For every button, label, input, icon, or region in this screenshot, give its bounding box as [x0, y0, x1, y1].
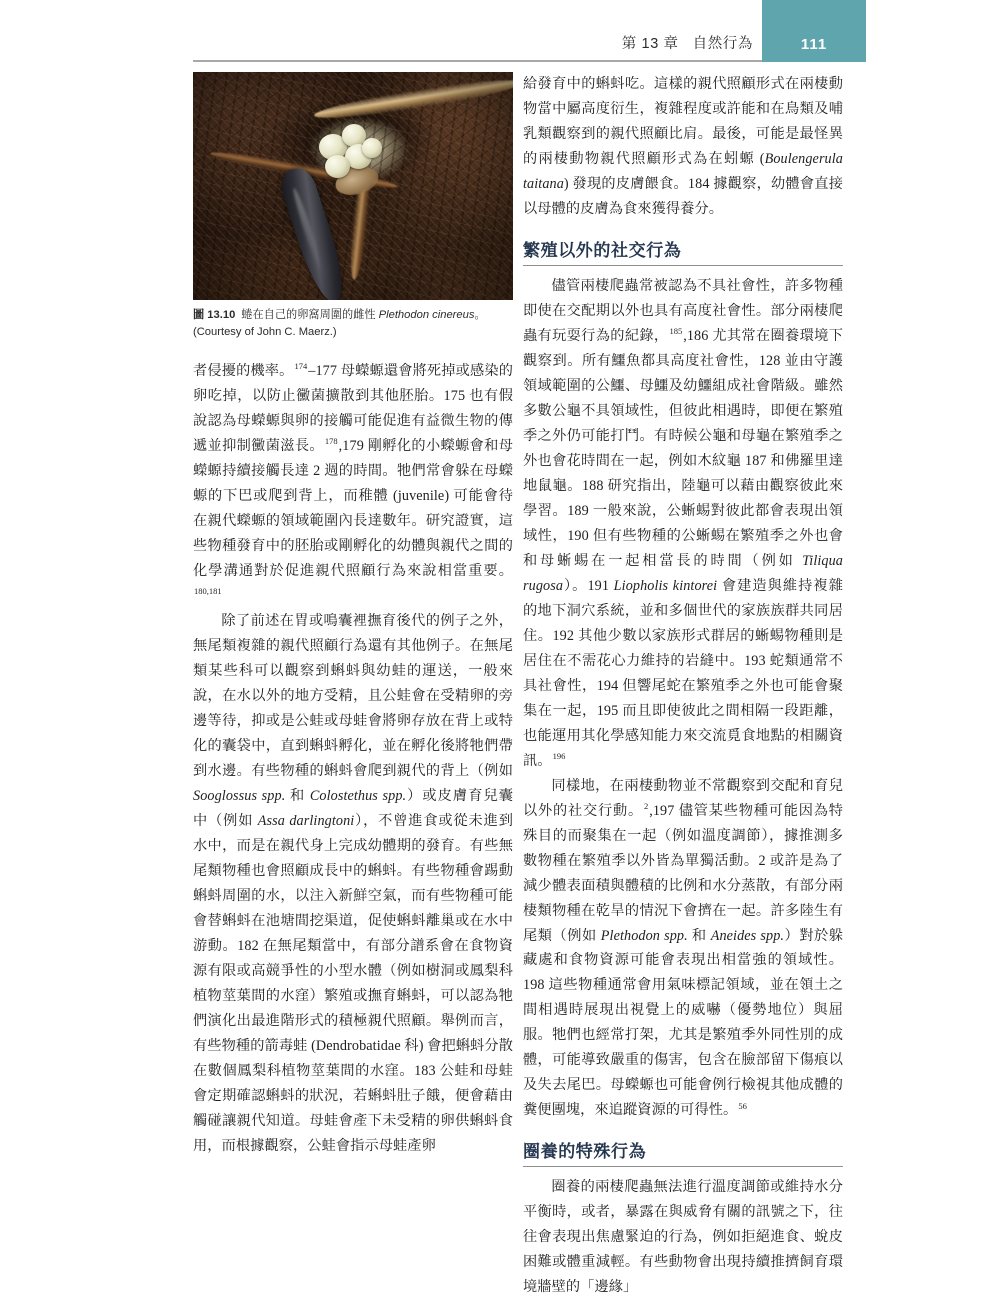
chapter-title: 自然行為: [692, 36, 753, 52]
page-number-block: [762, 0, 866, 62]
figure-number: 圖 13.10: [193, 309, 236, 321]
paragraph: 除了前述在胃或鳴囊裡撫育後代的例子之外，無尾類複雜的親代照顧行為還有其他例子。在無尾類某些科可以觀察到蝌蚪與幼蛙的運送，一般來說，在水以外的地方受精，且公蛙會在受精卵的旁邊等待，抑或是公蛙或母蛙會將卵存放在背上或特化的囊袋中，直到蝌蚪孵化，並在孵化後將牠們帶到水邊。有些物種的蝌蚪會爬到親代的背上（例如 Sooglossus spp. 和 Colostethus spp.）或皮膚育兒囊中（例如 Assa darlingtoni），不曾進食或從未進到水中，而是在親代身上完成幼體期的發育。有些無尾類物種也會照顧成長中的蝌蚪。有些物種會踢動蝌蚪周圍的水，以注入新鮮空氣，而有些物種可能會替蝌蚪在池塘間挖渠道，促使蝌蚪離巢或在水中游動。182 在無尾類當中，有部分譜系會在食物資源有限或高競爭性的小型水體（例如樹洞或鳳梨科植物莖葉間的水窪）繁殖或撫育蝌蚪，可以認為牠們演化出最進階形式的積極親代照顧。舉例而言，有些物種的箭毒蛙 (Dendrobatidae 科) 會把蝌蚪分散在數個鳳梨科植物莖葉間的水窪。183 公蛙和母蛙會定期確認蝌蚪的狀況，若蝌蚪肚子餓，便會藉由觸碰讓親代知道。母蛙會產下未受精的卵供蝌蚪食用，而根據觀察，公蛙會指示母蛙產卵: [193, 612, 513, 1154]
paragraph: 給發育中的蝌蚪吃。這樣的親代照顧形式在兩棲動物當中屬高度衍生，複雜程度或許能和在鳥類及哺乳類觀察到的親代照顧比肩。最後，可能是最怪異的兩棲動物親代照顧形式為在蚓螈 (Boulengerula taitana) 發現的皮膚餵食。184 據觀察，幼體會直接以母體的皮膚為食來獲得養分。: [523, 76, 843, 217]
figure-species-name: Plethodon cinereus: [378, 309, 475, 321]
paragraph: 同樣地，在兩棲動物並不常觀察到交配和育兒以外的社交行動。$^2$,197 儘管某些物種可能因為特殊目的而聚集在一起（例如溫度調節），據推測多數物種在繁殖季以外皆為單獨活動。2 或許是為了減少體表面積與體積的比例和水分蒸散，有部分兩棲類物種在乾旱的情況下會擠在一起。許多陸生有尾類（例如 Plethodon spp. 和 Aneides spp.）對於躲藏處和食物資源可能會表現出相當強的領域性。198 這些物種通常會用氣味標記領域，並在領土之間相遇時展現出視覺上的威嚇（優勢地位）與屈服。牠們也經常打架，尤其是繁殖季外同性別的成體，可能導致嚴重的傷害，包含在臉部留下傷痕以及失去尾巴。母蠑螈也可能會例行檢視其他成體的糞便團塊，來追蹤資源的可得性。$^{56}$: [523, 777, 844, 1119]
paragraph: 儘管兩棲爬蟲常被認為不具社會性，許多物種即使在交配期以外也具有高度社會性。部分兩棲爬蟲有玩耍行為的紀錄，$^{185}$,186 尤其常在圈養環境下觀察到。所有鱷魚都具高度社會性，128 並由守護領域範圍的公鱷、母鱷及幼鱷組成社會階級。雖然多數公龜不具領域性，但彼此相遇時，即便在繁殖季之外仍可能打鬥。有時候公龜和母龜在繁殖季之外也會花時間在一起，例如木紋龜 187 和佛羅里達地鼠龜。188 研究指出，陸龜可以藉由觀察彼此來學習。189 一般來說，公蜥蜴對彼此都會表現出領域性，190 但有些物種的公蜥蜴在繁殖季之外也會和母蜥蜴在一起相當長的時間（例如 Tiliqua rugosa）。191 Liopholis kintorei 會建造與維持複雜的地下洞穴系統，並和多個世代的家族族群共同居住。192 其他少數以家族形式群居的蜥蜴物種則是居住在不需花心力維持的岩縫中。193 蛇類通常不具社會性，194 但響尾蛇在繁殖季之外也可能會聚集在一起，195 而且即使彼此之間相隔一段距離，也能運用其化學感知能力來交流覓食地點的相關資訊。$^{196}$: [523, 277, 843, 769]
right-column-body-3: [523, 1175, 843, 1300]
section-heading-captivity-behavior: 圈養的特殊行為: [523, 1137, 843, 1167]
photo-vignette: [193, 72, 513, 300]
left-column-body: [193, 359, 513, 1159]
paragraph: 圈養的兩棲爬蟲無法進行溫度調節或維持水分平衡時，或者，暴露在與威脅有關的訊號之下，往往會表現出焦慮緊迫的行為，例如拒絕進食、蛻皮困難或體重減輕。有些動物會出現持續推擠飼育環境牆壁的「邊緣」: [523, 1179, 843, 1296]
running-head-rule: [193, 60, 763, 62]
figure-caption-tail: 。: [474, 309, 486, 321]
figure-13-10: [193, 72, 513, 341]
left-column: [193, 72, 513, 1159]
figure-credit: (Courtesy of John C. Maerz.): [193, 326, 337, 339]
running-head-title: [622, 32, 753, 53]
right-column-body: [523, 72, 843, 222]
figure-caption: [193, 307, 513, 341]
chapter-label: 第 13 章: [621, 36, 679, 52]
figure-caption-text: 蜷在自己的卵窩周圍的雌性: [241, 309, 379, 321]
paragraph: 者侵擾的機率。$^{174}$–177 母蠑螈還會將死掉或感染的卵吃掉，以防止黴菌擴散到其他胚胎。175 也有假說認為母蠑螈與卵的接觸可能促進有益微生物的傳遞並抑制黴菌滋長。$^{178}$,179 剛孵化的小蠑螈會和母蠑螈持續接觸長達 2 週的時間。牠們常會躲在母蠑螈的下巴或爬到背上，而稚體 (juvenile) 可能會待在親代蠑螈的領域範圍內長達數年。研究證實，這些物種發育中的胚胎或剛孵化的幼體與親代之間的化學溝通對於促進親代照顧行為來說相當重要。$^{180,181}$: [193, 361, 513, 597]
running-head: [193, 0, 866, 62]
section-heading-social-behavior: 繁殖以外的社交行為: [523, 236, 843, 266]
right-column-body-2: [523, 274, 843, 1123]
page-number: 111: [800, 36, 828, 53]
salamander-egg-clutch-photo: [193, 72, 513, 300]
right-column: [523, 72, 843, 1300]
